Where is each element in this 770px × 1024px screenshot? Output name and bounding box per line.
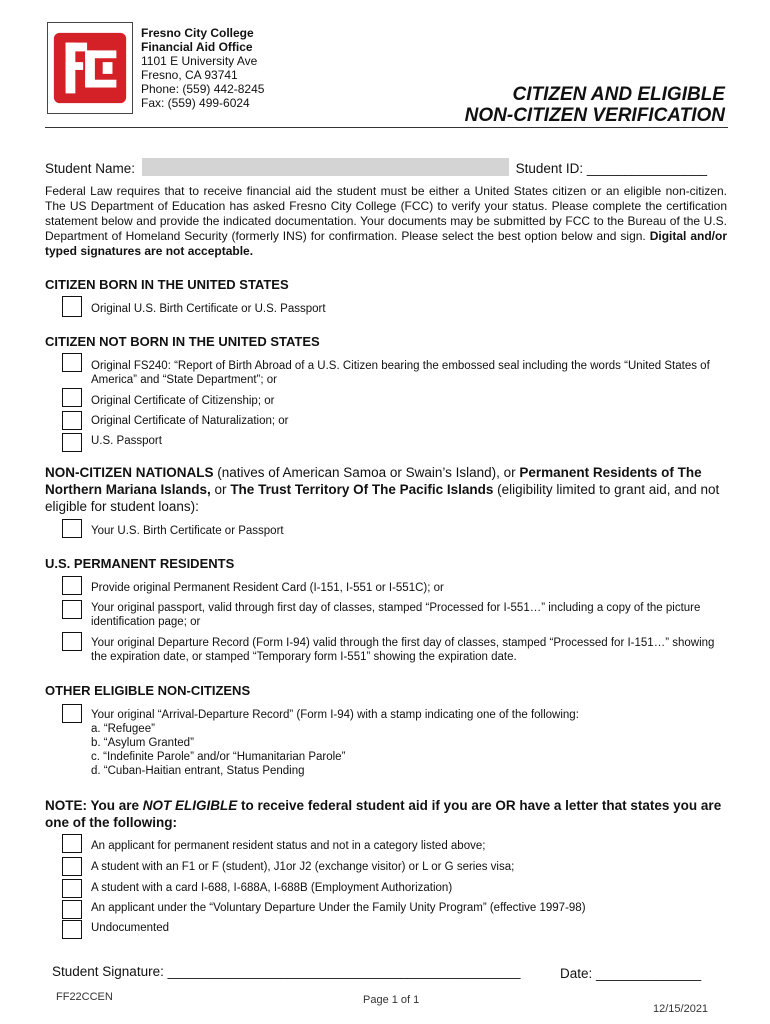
checkbox-note-4[interactable] [62,920,82,939]
item-permanent-0: Provide original Permanent Resident Card (I-151, I-551 or I-551C); or [91,582,444,594]
note-text-1: NOTE: You are [45,798,143,813]
item-not-born-us-1: Original Certificate of Citizenship; or [91,395,275,407]
note-not-eligible: NOT ELIGIBLE [142,798,238,813]
revision-date: 12/15/2021 [653,1003,709,1015]
item-not-born-us-2: Original Certificate of Naturalization; or [91,415,289,427]
nationals-text-2: or [210,482,231,497]
item-note-1: A student with an F1 or F (student), J1or J2 (exchange visitor) or L or G series visa; [91,861,515,873]
signature-line[interactable]: Student Signature: _______________________________________________ [52,964,521,979]
note-text-2: to receive federal student aid if you are OR have a letter that states you are one of the following: [45,798,722,830]
address-line-1: 1101 E University Ave [141,54,258,68]
nationals-bold-1: NON-CITIZEN NATIONALS [45,465,214,480]
page-number: Page 1 of 1 [363,994,420,1006]
section-heading-not-born-us: CITIZEN NOT BORN IN THE UNITED STATES [45,334,320,349]
form-title [465,84,725,126]
other-sub-c: c. “Indefinite Parole” and/or “Humanitarian Parole” [91,751,346,763]
student-name-field[interactable] [142,158,509,176]
checkbox-permanent-0[interactable] [62,576,82,595]
other-intro: Your original “Arrival-Departure Record” (Form I-94) with a stamp indicating one of the following: [91,709,579,721]
title-line-2: NON-CITIZEN VERIFICATION [464,105,725,126]
item-other-0 [91,708,731,778]
phone: Phone: (559) 442-8245 [141,82,265,96]
checkbox-not-born-us-3[interactable] [62,433,82,452]
item-note-4: Undocumented [91,922,169,934]
form-code: FF22CCEN [56,991,113,1003]
fcc-logo-icon [47,22,133,114]
section-heading-permanent: U.S. PERMANENT RESIDENTS [45,556,235,571]
checkbox-nationals-0[interactable] [62,519,82,538]
item-permanent-2: Your original Departure Record (Form I-94) valid through the first day of classes, stamped “Processed for I-151…” showing the expiration date, or stamped “Temporary form I-551” showing the expiration date. [91,637,715,663]
nationals-text-3: (eligibility limited to grant aid, and not eligible for student loans): [45,482,720,514]
checkbox-not-born-us-0[interactable] [62,353,82,372]
checkbox-note-2[interactable] [62,879,82,898]
org-block [141,26,264,110]
item-note-3: An applicant under the “Voluntary Departure Under the Family Unity Program” (effective 1997-98) [91,902,586,914]
checkbox-permanent-1[interactable] [62,600,82,619]
item-born-us-0: Original U.S. Birth Certificate or U.S. Passport [91,303,326,315]
item-note-0: An applicant for permanent resident status and not in a category listed above; [91,840,486,852]
student-name-label: Student Name: [45,161,139,176]
item-not-born-us-0: Original FS240: “Report of Birth Abroad of a U.S. Citizen bearing the embossed seal including the words “United States of America” and “State Department”; or [91,360,710,386]
other-sub-d: d. “Cuban-Haitian entrant, Status Pending [91,765,305,777]
office-name: Financial Aid Office [141,40,253,54]
checkbox-permanent-2[interactable] [62,632,82,651]
other-sub-a: a. “Refugee” [91,723,155,735]
nationals-paragraph [45,464,735,515]
item-not-born-us-3: U.S. Passport [91,435,162,447]
intro-bold-warning: Digital and/or typed signatures are not acceptable. [45,229,727,258]
header-divider [45,127,728,128]
date-line[interactable]: Date: ______________ [560,966,702,981]
fax: Fax: (559) 499-6024 [141,96,250,110]
checkbox-born-us-0[interactable] [62,296,82,317]
nationals-bold-3: The Trust Territory Of The Pacific Islands [230,482,494,497]
checkbox-not-born-us-2[interactable] [62,411,82,430]
nationals-bold-2: Permanent Residents of The Northern Mariana Islands, [45,465,702,497]
checkbox-other-0[interactable] [62,704,82,723]
section-heading-born-us: CITIZEN BORN IN THE UNITED STATES [45,277,289,292]
section-heading-other: OTHER ELIGIBLE NON-CITIZENS [45,683,251,698]
student-fields [45,158,707,176]
checkbox-note-1[interactable] [62,857,82,876]
item-permanent-1: Your original passport, valid through first day of classes, stamped “Processed for I-551…” including a copy of the picture identification page; or [91,602,701,628]
nationals-text-1: (natives of American Samoa or Swain’s Island), or [213,465,520,480]
note-paragraph [45,797,735,831]
item-nationals-0: Your U.S. Birth Certificate or Passport [91,525,284,537]
checkbox-not-born-us-1[interactable] [62,388,82,407]
intro-paragraph [45,184,727,259]
student-id-field[interactable]: Student ID: ________________ [511,161,707,176]
item-note-2: A student with a card I-688, I-688A, I-688B (Employment Authorization) [91,882,453,894]
other-sub-b: b. “Asylum Granted” [91,737,194,749]
intro-text: Federal Law requires that to receive financial aid the student must be either a United States citizen or an eligible non-citizen. The US Department of Education has asked Fresno City College (FCC) to verify your status. Please complete the certification statement below and provide the indicated documentation. Your documents may be submitted by FCC to the Bureau of the U.S. Department of Homeland Security (formerly INS) for confirmation. Please select the best option below and sign. [45,184,727,243]
title-line-1: CITIZEN AND ELIGIBLE [512,84,725,105]
org-name: Fresno City College [141,26,254,40]
checkbox-note-0[interactable] [62,834,82,853]
checkbox-note-3[interactable] [62,900,82,919]
address-line-2: Fresno, CA 93741 [141,68,238,82]
